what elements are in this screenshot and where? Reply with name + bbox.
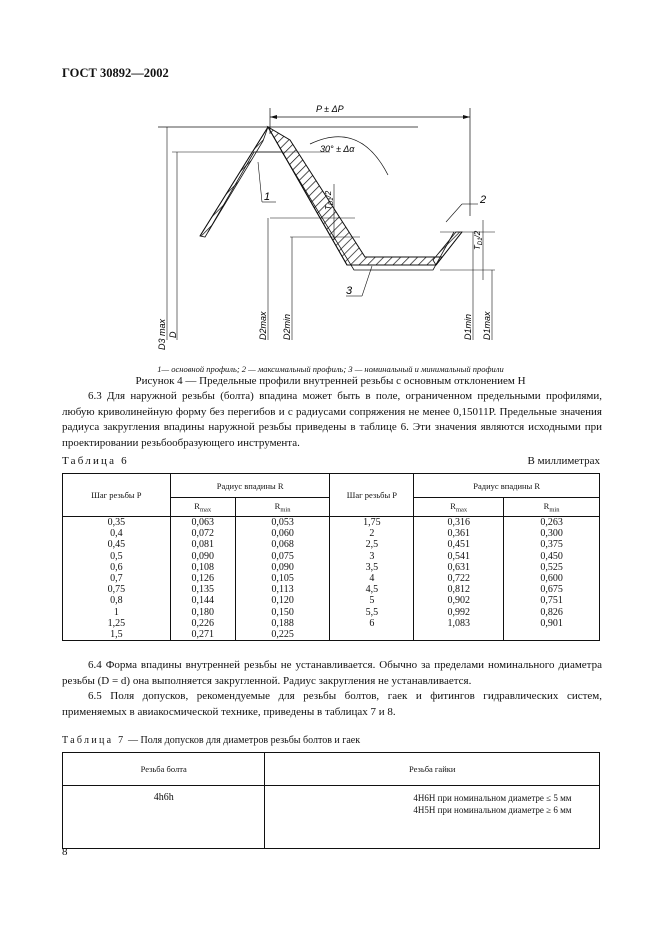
table-cell: 0,541 [414, 551, 504, 562]
nut-tolerance: 4H6H при номинальном диаметре ≤ 5 мм 4H5H при номинальном диаметре ≥ 6 мм [265, 786, 600, 849]
d-label: D [168, 331, 178, 338]
paragraph-6-5: 6.5 Поля допусков, рекомендуемые для резьбы болтов, гаек и фитингов гидравлических систем, применяемых в авиакосмической технике, приведены в таблицах 7 и 8. [62, 690, 602, 718]
table-cell: 0,361 [414, 528, 504, 539]
table-cell: 0,271 [170, 629, 235, 641]
figure-legend: 1— основной профиль; 2 — максимальный профиль; 3 — номинальный и минимальный профили [157, 364, 504, 374]
col-radius-left: Радиус впадины R [170, 474, 330, 498]
thread-profile-figure [150, 100, 520, 362]
table-cell: 0,068 [235, 539, 330, 550]
table-cell: 0,992 [414, 607, 504, 618]
table-cell: 0,525 [504, 562, 600, 573]
table-cell: 5 [330, 595, 414, 606]
table-cell: 0,6 [63, 562, 171, 573]
table-row [63, 528, 600, 539]
d2min-label: D2min [282, 313, 292, 340]
table-cell: 0,675 [504, 584, 600, 595]
table-cell: 0,902 [414, 595, 504, 606]
table-cell: 0,4 [63, 528, 171, 539]
table-cell: 0,180 [170, 607, 235, 618]
table-cell: 0,826 [504, 607, 600, 618]
callout-2: 2 [480, 194, 487, 206]
table-cell: 0,120 [235, 595, 330, 606]
table-cell: 3,5 [330, 562, 414, 573]
table-cell: 0,631 [414, 562, 504, 573]
table-cell: 0,75 [63, 584, 171, 595]
col-pitch-left: Шаг резьбы P [63, 474, 171, 517]
table-cell: 3 [330, 551, 414, 562]
pitch-label: P ± ΔP [316, 104, 344, 114]
table-row [63, 517, 600, 529]
table-cell: 0,126 [170, 573, 235, 584]
table-cell: 4,5 [330, 584, 414, 595]
table-cell [504, 629, 600, 641]
bolt-tolerance: 4h6h [63, 786, 265, 849]
table-cell: 0,063 [170, 517, 235, 529]
table-cell: 0,075 [235, 551, 330, 562]
table-cell: 0,090 [235, 562, 330, 573]
table6-title: Таблица 6 [62, 455, 129, 467]
table-cell: 2,5 [330, 539, 414, 550]
col-pitch-right: Шаг резьбы P [330, 474, 414, 517]
table-cell: 0,901 [504, 618, 600, 629]
table-cell: 0,072 [170, 528, 235, 539]
table-cell: 1,5 [63, 629, 171, 641]
table-cell: 0,090 [170, 551, 235, 562]
table-cell: 0,812 [414, 584, 504, 595]
table-cell: 0,722 [414, 573, 504, 584]
table7-title: Таблица 7 — Поля допусков для диаметров резьбы болтов и гаек [62, 735, 361, 746]
table-cell: 0,188 [235, 618, 330, 629]
table-cell: 1 [63, 607, 171, 618]
col-rmin-left: $R_{min}$ [235, 498, 330, 517]
table-cell: 0,8 [63, 595, 171, 606]
table-cell: 5,5 [330, 607, 414, 618]
d1max-label: D1max [482, 311, 492, 340]
table-row [63, 539, 600, 550]
table-cell: 0,081 [170, 539, 235, 550]
table-cell: 0,7 [63, 573, 171, 584]
t-top-label: $T_{D1}/2$ [324, 190, 335, 210]
d3max-label: D3 max [157, 318, 167, 350]
table-cell: 0,150 [235, 607, 330, 618]
col-nut-thread: Резьба гайки [265, 753, 600, 786]
table-row [63, 607, 600, 618]
table-cell: 0,451 [414, 539, 504, 550]
table-cell: 0,105 [235, 573, 330, 584]
table-cell: 1,75 [330, 517, 414, 529]
callout-1: 1 [264, 191, 271, 203]
document-header: ГОСТ 30892—2002 [62, 66, 169, 80]
table-cell: 0,108 [170, 562, 235, 573]
callout-3: 3 [346, 285, 353, 297]
table-cell: 0,751 [504, 595, 600, 606]
table-cell: 0,375 [504, 539, 600, 550]
col-rmax-left: $R_{max}$ [170, 498, 235, 517]
table-cell: 1,083 [414, 618, 504, 629]
table-cell: 0,45 [63, 539, 171, 550]
d2max-label: D2max [258, 311, 268, 340]
table-cell: 0,226 [170, 618, 235, 629]
table-cell [414, 629, 504, 641]
table-cell: 0,600 [504, 573, 600, 584]
table-cell [330, 629, 414, 641]
table-row [63, 595, 600, 606]
table-row [63, 629, 600, 641]
table-cell: 0,135 [170, 584, 235, 595]
col-bolt-thread: Резьба болта [63, 753, 265, 786]
table6-unit: В миллиметрах [527, 455, 600, 467]
col-radius-right: Радиус впадины R [414, 474, 600, 498]
table-cell: 0,060 [235, 528, 330, 539]
table-cell: 0,450 [504, 551, 600, 562]
table-row [63, 562, 600, 573]
table-cell: 4 [330, 573, 414, 584]
table-row [63, 573, 600, 584]
table-row [63, 618, 600, 629]
paragraph-6-3: 6.3 Для наружной резьбы (болта) впадина может быть в поле, ограниченном предельными профилями, любую криволинейную форму без перегибов и с радиусами сопряжения не менее 0,15011P. Предельные значения радиуса закругления впадины наружной резьбы приведены в таблице 6. Эти значения являются исходными при проектировании резьбообразующего инструмента. [62, 390, 602, 449]
tolerance-zone [268, 127, 442, 265]
table-cell: 0,300 [504, 528, 600, 539]
table-cell: 0,35 [63, 517, 171, 529]
table-cell: 2 [330, 528, 414, 539]
table-cell: 0,225 [235, 629, 330, 641]
table-cell: 0,5 [63, 551, 171, 562]
table-7 [62, 752, 600, 849]
table-cell: 6 [330, 618, 414, 629]
figure-caption: Рисунок 4 — Предельные профили внутренней резьбы с основным отклонением Н [135, 375, 526, 387]
col-rmin-right: $R_{min}$ [504, 498, 600, 517]
paragraph-6-4: 6.4 Форма впадины внутренней резьбы не устанавливается. Обычно за пределами номинального диаметра резьбы (D = d) она выполняется закругленной. Радиус закругления не устанавливается. [62, 659, 602, 687]
col-rmax-right: $R_{max}$ [414, 498, 504, 517]
table-cell: 1,25 [63, 618, 171, 629]
table-cell: 0,113 [235, 584, 330, 595]
table-cell: 0,316 [414, 517, 504, 529]
table-cell: 0,144 [170, 595, 235, 606]
table-cell: 0,053 [235, 517, 330, 529]
table-row [63, 584, 600, 595]
t-right-label: $T_{D1}/2$ [473, 230, 484, 250]
table-6 [62, 473, 600, 641]
angle-label: 30° ± Δα [320, 144, 355, 154]
table-cell: 0,263 [504, 517, 600, 529]
page-number: 8 [62, 846, 68, 858]
d1min-label: D1min [463, 313, 473, 340]
table-row [63, 551, 600, 562]
